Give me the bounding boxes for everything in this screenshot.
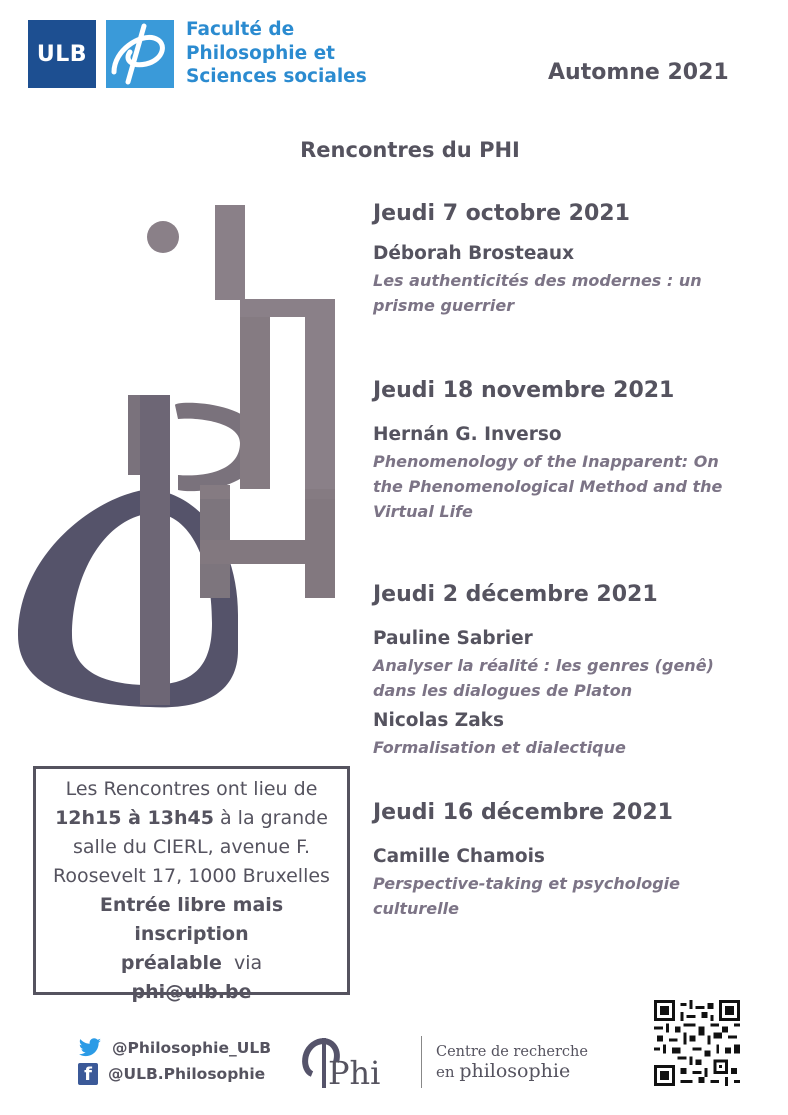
faculty-line-2: Philosophie et — [186, 42, 335, 64]
info-line: Roosevelt 17, 1000 Bruxelles — [53, 865, 330, 887]
info-line-rest: via — [221, 952, 263, 974]
talk-title — [373, 449, 773, 524]
centre-name — [436, 1044, 588, 1083]
info-box — [33, 766, 350, 1003]
centre-prefix: en — [436, 1063, 460, 1081]
info-line: Les Rencontres ont lieu de — [65, 778, 318, 800]
talk-title — [373, 871, 773, 921]
ulb-logo: ULB — [28, 20, 96, 88]
faculty-phi-mark-icon — [106, 20, 174, 88]
speaker-name: Hernán G. Inverso — [373, 424, 562, 445]
talk-title-line: Virtual Life — [373, 502, 473, 521]
talk-title-line: Analyser la réalité : les genres (genê) — [373, 656, 714, 675]
facebook-link[interactable] — [78, 1061, 271, 1087]
session-date: Jeudi 16 décembre 2021 — [373, 800, 673, 825]
social-links — [78, 1035, 271, 1087]
logo-small-text: Phi — [328, 1054, 381, 1092]
session-3 — [373, 581, 773, 760]
speaker-name: Nicolas Zaks — [373, 710, 504, 731]
speaker-name: Pauline Sabrier — [373, 628, 533, 649]
session-date: Jeudi 18 novembre 2021 — [373, 378, 675, 403]
info-line: salle du CIERL, avenue F. — [72, 836, 311, 858]
faculty-logo — [106, 20, 174, 88]
talk-title-line: culturelle — [373, 899, 459, 918]
footer-divider — [421, 1036, 422, 1088]
info-bold: préalable — [120, 952, 222, 974]
centre-line-1: Centre de recherche — [436, 1044, 588, 1060]
talk-title-line: Les authenticités des modernes : un — [373, 271, 702, 290]
phi-logo-icon — [0, 195, 350, 725]
speaker-name: Déborah Brosteaux — [373, 243, 574, 264]
faculty-line-3: Sciences sociales — [186, 66, 367, 87]
talk-title-line: Phenomenology of the Inapparent: On — [373, 452, 719, 471]
talk-title — [373, 653, 773, 703]
session-1 — [373, 200, 773, 318]
info-line — [40, 804, 343, 833]
talk-title-line: Perspective-taking et psychologie — [373, 874, 680, 893]
info-line-rest: à la grande — [213, 807, 328, 829]
talk-title — [373, 268, 773, 318]
speaker-name: Camille Chamois — [373, 846, 545, 867]
centre-word: philosophie — [459, 1060, 571, 1082]
session-4 — [373, 799, 773, 921]
talk-title — [373, 735, 773, 760]
info-time: 12h15 à 13h45 — [55, 807, 214, 829]
centre-line-2 — [436, 1060, 588, 1083]
twitter-icon — [78, 1037, 102, 1059]
twitter-link[interactable] — [78, 1035, 271, 1061]
talk-title-line: the Phenomenological Method and the — [373, 477, 723, 496]
qr-code-icon — [654, 1000, 740, 1086]
info-line: Entrée libre mais inscription — [99, 894, 284, 945]
facebook-handle: @ULB.Philosophie — [108, 1065, 266, 1083]
session-2 — [373, 377, 773, 524]
info-email[interactable]: phi@ulb.be — [131, 981, 252, 1003]
talk-title-line: Formalisation et dialectique — [373, 738, 626, 757]
session-date: Jeudi 7 octobre 2021 — [373, 201, 630, 226]
facebook-icon: f — [78, 1063, 98, 1085]
twitter-handle: @Philosophie_ULB — [112, 1039, 272, 1057]
talk-title-line: prisme guerrier — [373, 296, 515, 315]
centre-phi-logo-icon — [300, 1034, 405, 1092]
faculty-name — [186, 18, 406, 89]
series-title: Rencontres du PHI — [300, 138, 520, 162]
talk-title-line: dans les dialogues de Platon — [373, 681, 633, 700]
season-label: Automne 2021 — [548, 60, 729, 85]
info-line — [40, 949, 343, 978]
faculty-line-1: Faculté de — [186, 19, 295, 40]
session-date: Jeudi 2 décembre 2021 — [373, 582, 658, 607]
